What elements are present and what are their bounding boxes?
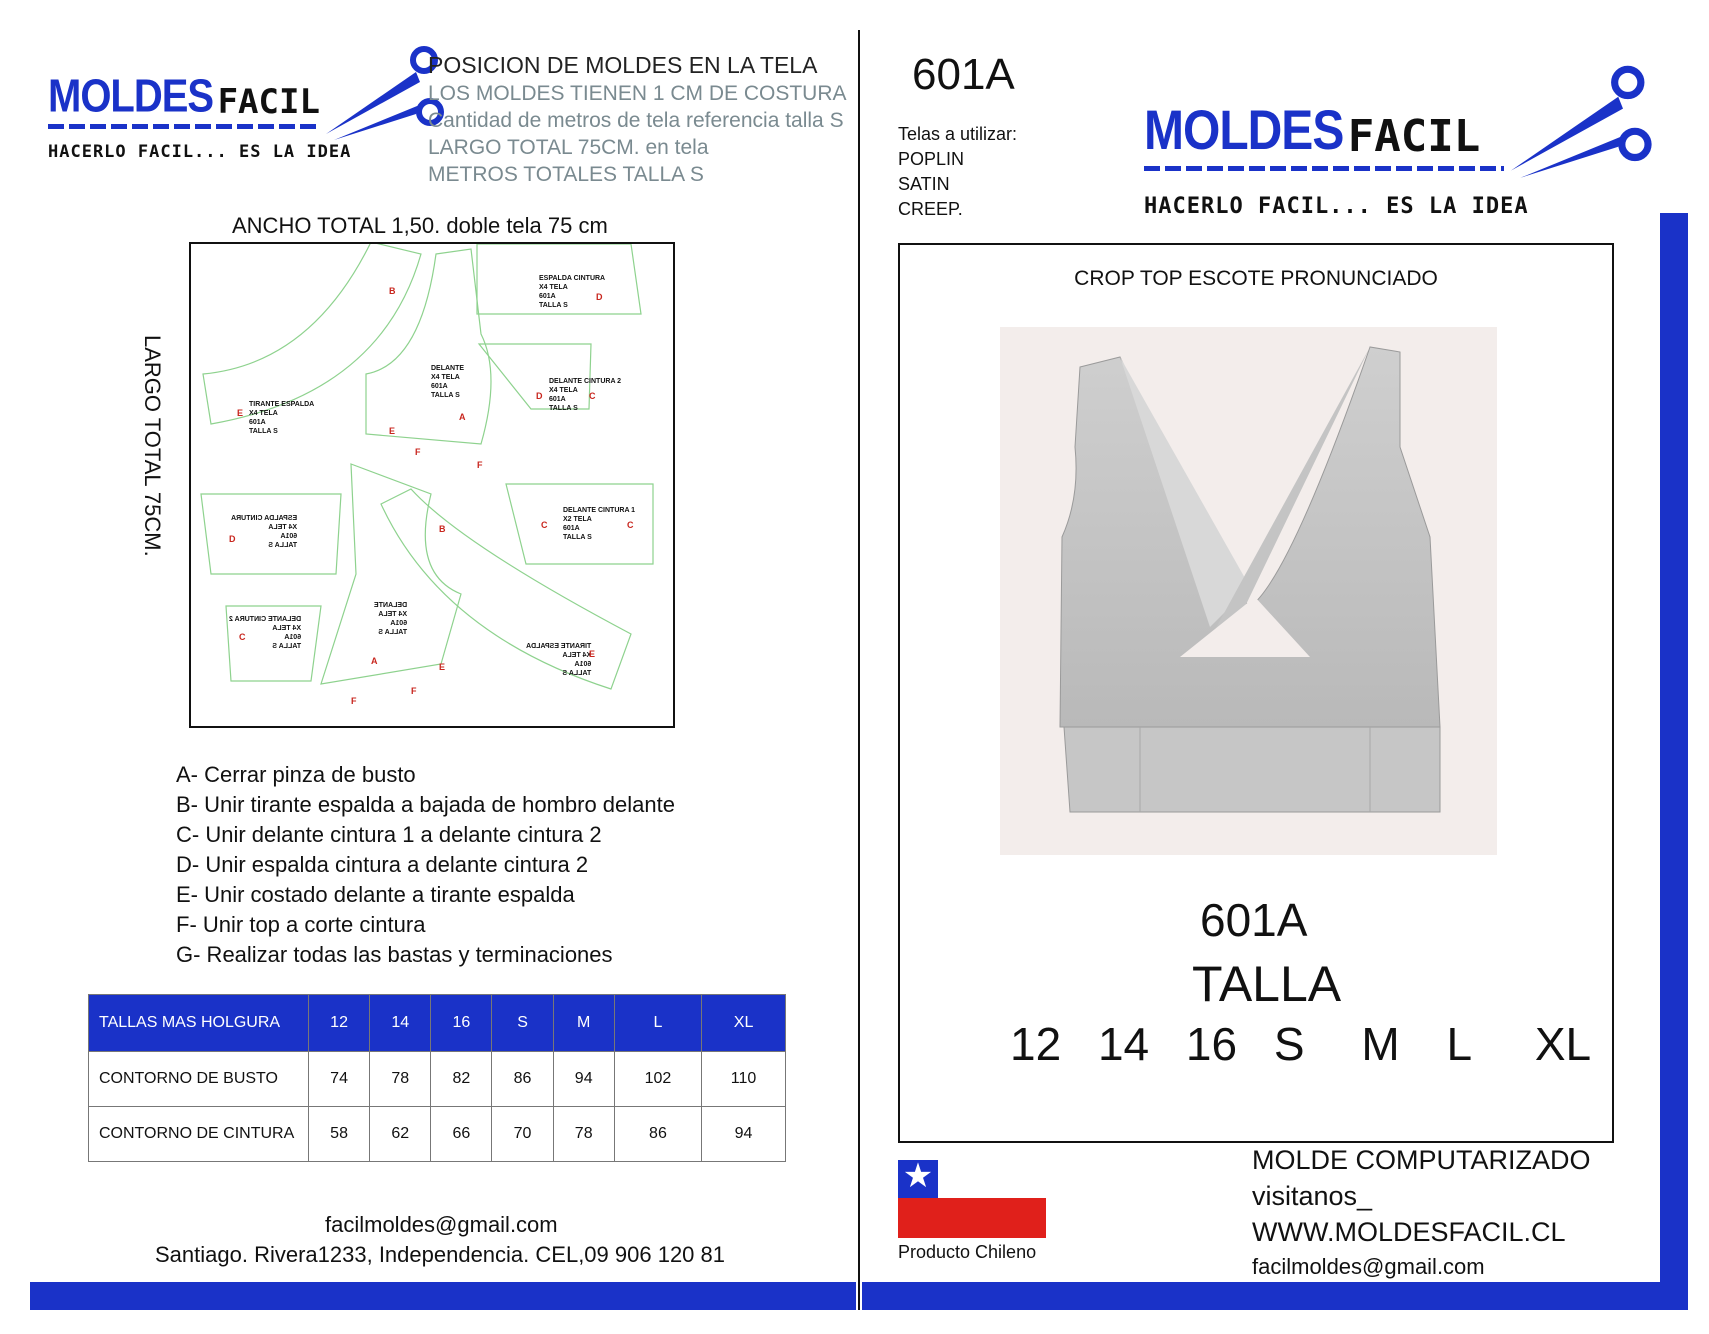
chile-flag [898,1157,1046,1238]
table-cell: 58 [309,1107,370,1162]
table-cell: 74 [309,1052,370,1107]
piece-label: TIRANTE ESPALDA X4 TELA 601A TALLA S [249,401,315,435]
piece-label: TIRANTE ESPALDA X4 TELA 601A TALLA S [526,643,592,677]
table-cell: 66 [431,1107,492,1162]
size-list [1010,1017,1591,1071]
size-item: M [1361,1018,1400,1070]
size-item: S [1273,1018,1305,1070]
table-cell: 82 [431,1052,492,1107]
note-line: LOS MOLDES TIENEN 1 CM DE COSTURA [428,82,847,105]
piece-mark: C [541,520,548,530]
promo-url[interactable]: WWW.MOLDESFACIL.CL [1252,1217,1566,1247]
piece-mark: E [237,408,244,418]
header-cell: S [492,995,553,1052]
fabrics-title: Telas a utilizar: [898,124,1018,144]
piece-mark: D [229,534,236,544]
fabric-item: CREEP. [898,199,963,219]
promo-block [1252,1142,1591,1250]
note-line: METROS TOTALES TALLA S [428,163,704,186]
logo-word-facil: FACIL [217,82,320,122]
logo-word-facil: FACIL [1347,111,1481,162]
mark-e: E [389,426,396,436]
logo-tagline: HACERLO FACIL... ES LA IDEA [48,142,352,162]
right-edge-bar [1660,213,1688,1310]
footer-address: Santiago. Rivera1233, Independencia. CEL,09 906 120 81 [155,1242,725,1267]
header-cell: L [614,995,701,1052]
piece-mark: C [589,391,596,401]
row-label: CONTORNO DE BUSTO [89,1052,309,1107]
pattern-layout [189,242,675,728]
crop-top-illustration [1000,327,1497,855]
mark-e: E [439,662,446,672]
mark-f: F [411,686,417,696]
promo-email[interactable]: facilmoldes@gmail.com [1252,1254,1485,1279]
size-item: L [1446,1018,1473,1070]
piece-label: DELANTE CINTURA 1 X2 TELA 601A TALLA S [563,507,636,541]
piece-label: DELANTE CINTURA 2 X4 TELA 601A TALLA S [229,616,302,650]
table-cell: 78 [553,1107,614,1162]
mark-b: B [439,524,446,534]
note-line: Cantidad de metros de tela referencia talla S [428,109,844,132]
table-cell: 78 [370,1052,431,1107]
height-label: LARGO TOTAL 75CM. [140,335,165,557]
header-cell: 12 [309,995,370,1052]
flag-caption: Producto Chileno [898,1242,1037,1262]
table-cell: 94 [702,1107,786,1162]
logo-word-moldes: MOLDES [48,71,214,122]
piece-mark: A [459,412,466,422]
piece-mark: C [239,632,246,642]
table-row [89,1052,786,1107]
size-item: 14 [1097,1018,1150,1070]
pattern-outlines [191,244,673,726]
logo-word-moldes: MOLDES [1144,100,1344,162]
header-cell: 14 [370,995,431,1052]
model-code: 601A [912,50,1015,99]
page-divider [858,30,860,1310]
table-cell: 62 [370,1107,431,1162]
step-item: B- Unir tirante espalda a bajada de hombro delante [176,792,675,817]
mark-b: B [389,286,396,296]
fabric-item: SATIN [898,174,950,194]
width-label: ANCHO TOTAL 1,50. doble tela 75 cm [232,213,608,238]
piece-mark: E [589,649,596,659]
header-cell: TALLAS MAS HOLGURA [89,995,309,1052]
size-table [88,994,786,1162]
product-card [898,243,1614,1143]
table-cell: 102 [614,1052,701,1107]
layout-notes [428,80,847,188]
piece-label: DELANTE X4 TELA 601A TALLA S [374,602,408,636]
scissors-icon [1499,59,1654,194]
step-item: F- Unir top a corte cintura [176,912,426,937]
step-item: D- Unir espalda cintura a delante cintura 2 [176,852,589,877]
step-item: C- Unir delante cintura 1 a delante cintura 2 [176,822,602,847]
bottom-bar-right [862,1282,1688,1310]
mark-d: D [536,391,543,401]
piece-label: ESPALDA CINTURA X4 TELA 601A TALLA S [231,515,298,549]
size-item: 16 [1185,1018,1238,1070]
product-photo [1000,327,1497,855]
promo-line: MOLDE COMPUTARIZADO [1252,1145,1591,1175]
fabrics-list [898,122,1017,222]
size-item: XL [1534,1018,1592,1070]
logo-tagline: HACERLO FACIL... ES LA IDEA [1144,194,1529,219]
table-cell: 94 [553,1052,614,1107]
scissors-icon [316,42,446,152]
piece-label: DELANTE CINTURA 2 X4 TELA 601A TALLA S [549,378,622,412]
layout-title: POSICION DE MOLDES EN LA TELA [428,52,818,78]
table-cell: 86 [614,1107,701,1162]
footer-email[interactable]: facilmoldes@gmail.com [325,1212,558,1237]
note-line: LARGO TOTAL 75CM. en tela [428,136,709,159]
table-cell: 86 [492,1052,553,1107]
size-item: 12 [1010,1018,1062,1070]
star-icon: ★ [902,1157,934,1195]
right-logo [1144,100,1664,234]
left-logo [48,72,438,172]
size-table-header [89,995,786,1052]
assembly-steps [176,760,675,970]
row-label: CONTORNO DE CINTURA [89,1107,309,1162]
mark-f: F [477,460,483,470]
mark-f: F [351,696,357,706]
step-item: G- Realizar todas las bastas y terminaciones [176,942,613,967]
table-cell: 70 [492,1107,553,1162]
card-code: 601A [1200,894,1308,946]
mark-f: F [415,447,421,457]
piece-mark: D [596,292,603,302]
header-cell: 16 [431,995,492,1052]
fabric-item: POPLIN [898,149,965,169]
table-row [89,1107,786,1162]
step-item: E- Unir costado delante a tirante espalda [176,882,575,907]
card-size-label: TALLA [1192,956,1342,1012]
piece-mark: A [371,656,378,666]
header-cell: M [553,995,614,1052]
header-cell: XL [702,995,786,1052]
piece-label: DELANTE X4 TELA 601A TALLA S [431,365,465,399]
card-title: CROP TOP ESCOTE PRONUNCIADO [1074,267,1438,290]
promo-line: visitanos_ [1252,1181,1373,1211]
table-cell: 110 [702,1052,786,1107]
piece-label: ESPALDA CINTURA X4 TELA 601A TALLA S [539,275,606,309]
bottom-bar-left [30,1282,856,1310]
mark-c: C [627,520,634,530]
step-item: A- Cerrar pinza de busto [176,762,416,787]
